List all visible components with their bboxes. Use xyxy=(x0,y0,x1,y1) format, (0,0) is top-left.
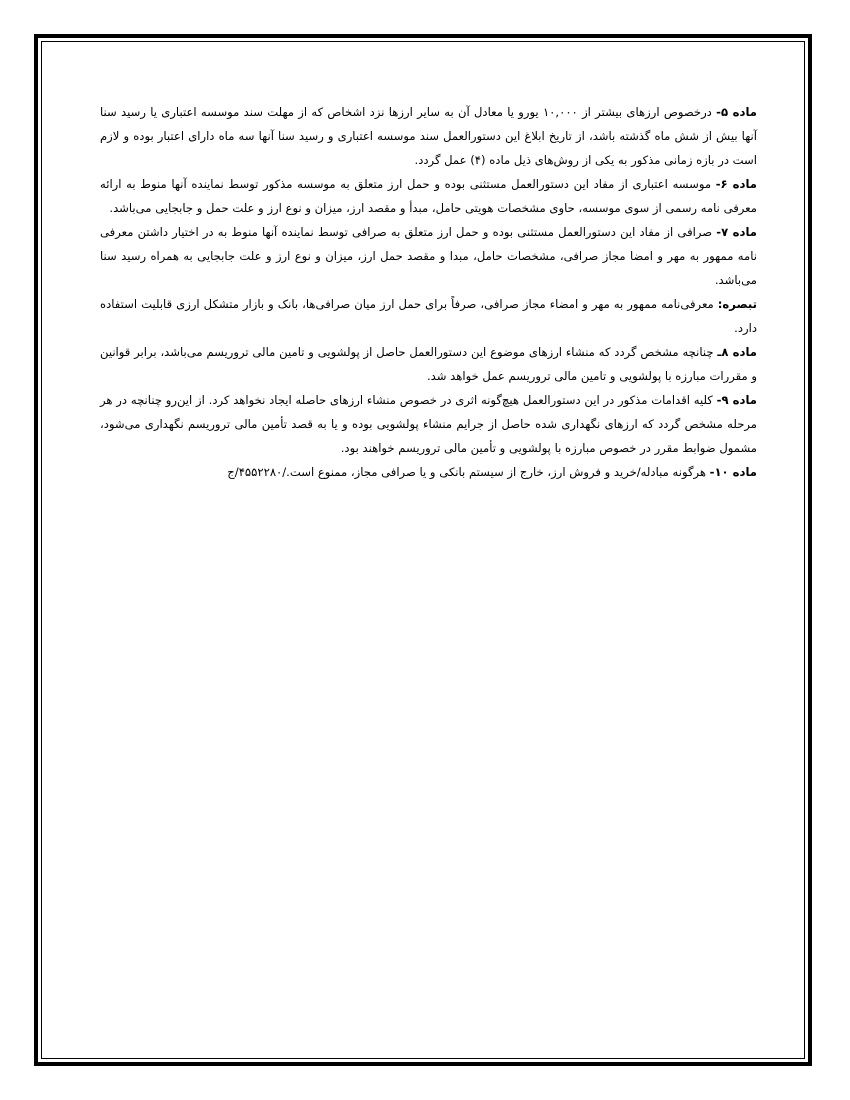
article-9-paragraph xyxy=(100,388,757,460)
article-text: موسسه اعتباری از مفاد این دستورالعمل مستثنی بوده و حمل ارز متعلق به موسسه مذکور توسط نماینده آنها منوط به ارائه معرفی نامه رسمی از سوی موسسه، حاوی مشخصات هویتی حامل، مبدأ و مقصد ارز، میزان و نوع ارز و علت حمل و جابجایی می‌باشد. xyxy=(100,177,757,215)
article-heading: ماده ۷- xyxy=(716,225,757,239)
article-heading: ماده ۱۰- xyxy=(709,465,757,479)
note-heading: تبصره: xyxy=(717,297,757,311)
article-text: کلیه اقدامات مذکور در این دستورالعمل هیچ‌گونه اثری در خصوص منشاء ارزهای حاصله ایجاد نخواهد کرد. از این‌رو چنانچه در هر مرحله مشخص گردد که ارزهای نگهداری شده حاصل از جرایم منشاء پولشویی بوده و یا به قصد تأمین مالی تروریسم نگهداری می‌شود، مشمول ضوابط مقرر در خصوص مبارزه با پولشویی و تأمین مالی تروریسم خواهند بود. xyxy=(100,393,757,455)
article-5-paragraph xyxy=(100,100,757,172)
article-heading: ماده ۹- xyxy=(716,393,757,407)
article-heading: ماده ۶- xyxy=(715,177,757,191)
article-10-paragraph xyxy=(100,460,757,484)
article-text: چنانچه مشخص گردد که منشاء ارزهای موضوع این دستورالعمل حاصل از پولشویی و تامین مالی تروریسم می‌باشد، برابر قوانین و مقررات مبارزه با پولشویی و تامین مالی تروریسم عمل خواهد شد. xyxy=(100,345,757,383)
note-paragraph xyxy=(100,292,757,340)
article-text: هرگونه مبادله/خرید و فروش ارز، خارج از سیستم بانکی و یا صرافی مجاز، ممنوع است./۴۵۵۲۲۸۰/ج xyxy=(227,465,710,479)
article-text: درخصوص ارزهای بیشتر از ۱۰,۰۰۰ یورو یا معادل آن به سایر ارزها نزد اشخاص که از مهلت سند موسسه اعتباری یا رسید سنا آنها بیش از شش ماه گذشته باشد، از تاریخ ابلاغ این دستورالعمل سند موسسه اعتباری و رسید سنا آنها سه ماه دارای اعتبار بوده و لازم است در بازه زمانی مذکور به یکی از روش‌های ذیل ماده (۴) عمل گردد. xyxy=(100,105,757,167)
note-text: معرفی‌نامه ممهور به مهر و امضاء مجاز صرافی، صرفاً برای حمل ارز میان صرافی‌ها، بانک و بازار متشکل ارزی قابلیت استفاده دارد. xyxy=(100,297,757,335)
article-heading: ماده ۵- xyxy=(716,105,757,119)
article-7-paragraph xyxy=(100,220,757,292)
article-8-paragraph xyxy=(100,340,757,388)
article-text: صرافی از مفاد این دستورالعمل مستثنی بوده و حمل ارز متعلق به صرافی توسط نماینده آنها منوط به در اختیار داشتن معرفی نامه ممهور به مهر و امضا مجاز صرافی، مشخصات حامل، مبدا و مقصد حمل ارز، میزان و نوع ارز و علت جابجایی به همراه رسید سنا می‌باشد. xyxy=(100,225,757,287)
article-6-paragraph xyxy=(100,172,757,220)
article-heading: ماده ۸ـ xyxy=(717,345,757,359)
document-body xyxy=(100,100,757,484)
